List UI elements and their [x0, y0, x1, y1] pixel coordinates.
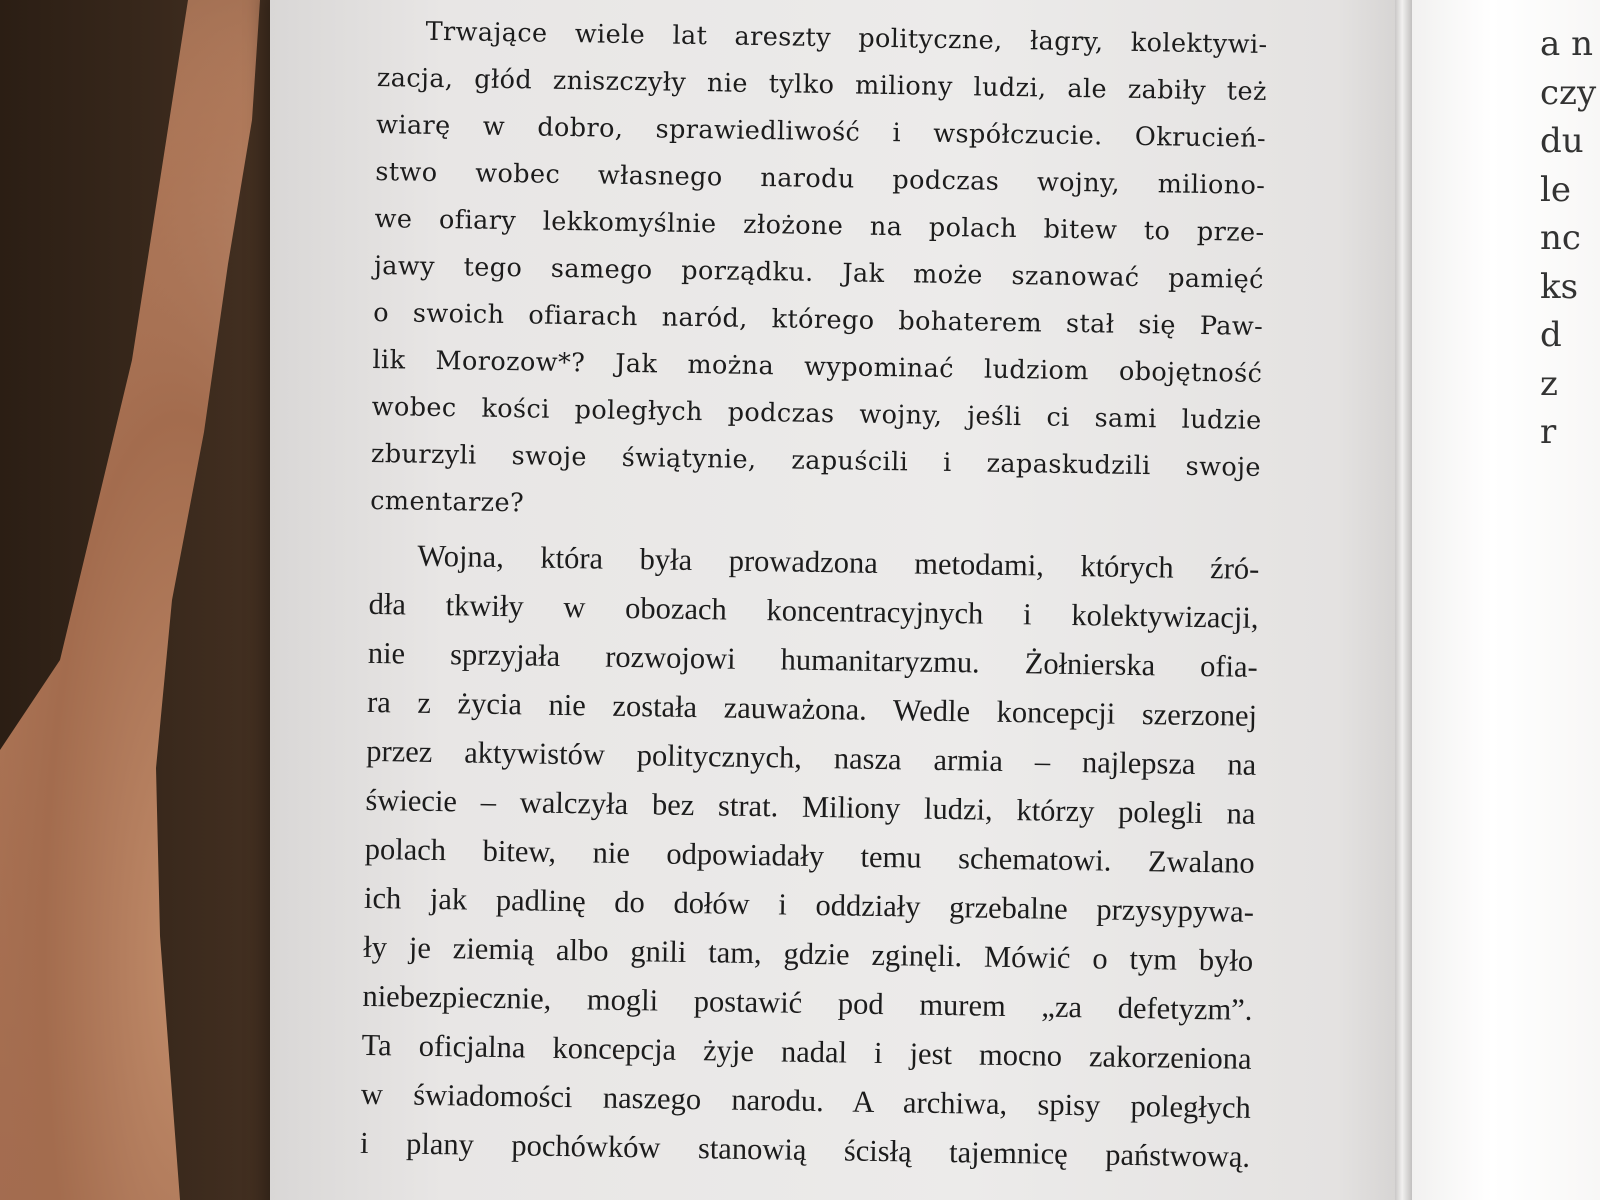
text-line: polach bitew, nie odpowiadały temu schematowi. Zwalano — [364, 831, 1255, 880]
text-line: jawy tego samego porządku. Jak może szanować pamięć — [373, 250, 1265, 295]
adjacent-fragment: nc — [1540, 218, 1581, 258]
adjacent-fragment: a n — [1540, 24, 1593, 64]
adjacent-fragment: r — [1540, 412, 1557, 452]
text-line: zacja, głód zniszczyły nie tylko miliony ludzi, ale zabiły też — [376, 62, 1268, 107]
text-line: Wojna, która była prowadzona metodami, których źró- — [417, 538, 1260, 586]
adjacent-fragment: ks — [1540, 266, 1579, 307]
text-line: stwo wobec własnego narodu podczas wojny, miliono- — [375, 156, 1266, 201]
paragraph-1 — [370, 8, 1268, 539]
text-line: zburzyli swoje świątynie, zapuścili i zapaskudzili swoje — [370, 438, 1262, 483]
text-line: Ta oficjalna koncepcja żyje nadal i jest mocno zakorzeniona — [361, 1027, 1252, 1076]
text-line: o swoich ofiarach naród, którego bohaterem stał się Paw- — [372, 297, 1264, 342]
text-line: wiarę w dobro, sprawiedliwość i współczucie. Okrucień- — [375, 109, 1267, 154]
adjacent-fragment: czy — [1540, 72, 1597, 113]
text-line: lik Morozow*? Jak można wypominać ludziom obojętność — [372, 344, 1263, 389]
book-gutter — [1395, 0, 1413, 1200]
text-line: i plany pochówków stanowią ścisłą tajemnicę państwową. — [359, 1125, 1251, 1174]
adjacent-page-text — [1540, 20, 1596, 457]
adjacent-fragment: d — [1540, 315, 1562, 355]
text-line: ra z życia nie została zauważona. Wedle koncepcji szerzonej — [366, 684, 1258, 733]
text-line: we ofiary lekkomyślnie złożone na polach bitew to prze- — [374, 203, 1265, 248]
text-line: wobec kości poległych podczas wojny, jeśli ci sami ludzie — [371, 391, 1262, 436]
text-line: niebezpiecznie, mogli postawić pod murem „za defetyzm”. — [362, 978, 1253, 1027]
text-line: Trwające wiele lat areszty polityczne, łagry, kolektywi- — [425, 16, 1268, 60]
adjacent-fragment: le — [1540, 169, 1571, 210]
text-line: nie sprzyjała rozwojowi humanitaryzmu. Żołnierska ofia- — [367, 635, 1259, 684]
page-text — [360, 8, 1268, 1182]
adjacent-fragment: z — [1540, 363, 1558, 404]
paragraph-2 — [360, 531, 1260, 1182]
text-line: przez aktywistów politycznych, nasza armia – najlepsza na — [366, 733, 1257, 782]
text-line: cmentarze? — [370, 485, 525, 519]
text-line: świecie – walczyła bez strat. Miliony ludzi, którzy polegli na — [365, 782, 1256, 831]
text-line: dła tkwiły w obozach koncentracyjnych i kolektywizacji, — [368, 586, 1259, 635]
text-line: ły je ziemią albo gnili tam, gdzie zginęli. Mówić o tym było — [362, 929, 1254, 978]
adjacent-fragment: du — [1540, 121, 1584, 161]
text-line: w świadomości naszego narodu. A archiwa, spisy poległych — [360, 1076, 1252, 1125]
text-line: ich jak padlinę do dołów i oddziały grzebalne przysypywa- — [363, 880, 1255, 929]
